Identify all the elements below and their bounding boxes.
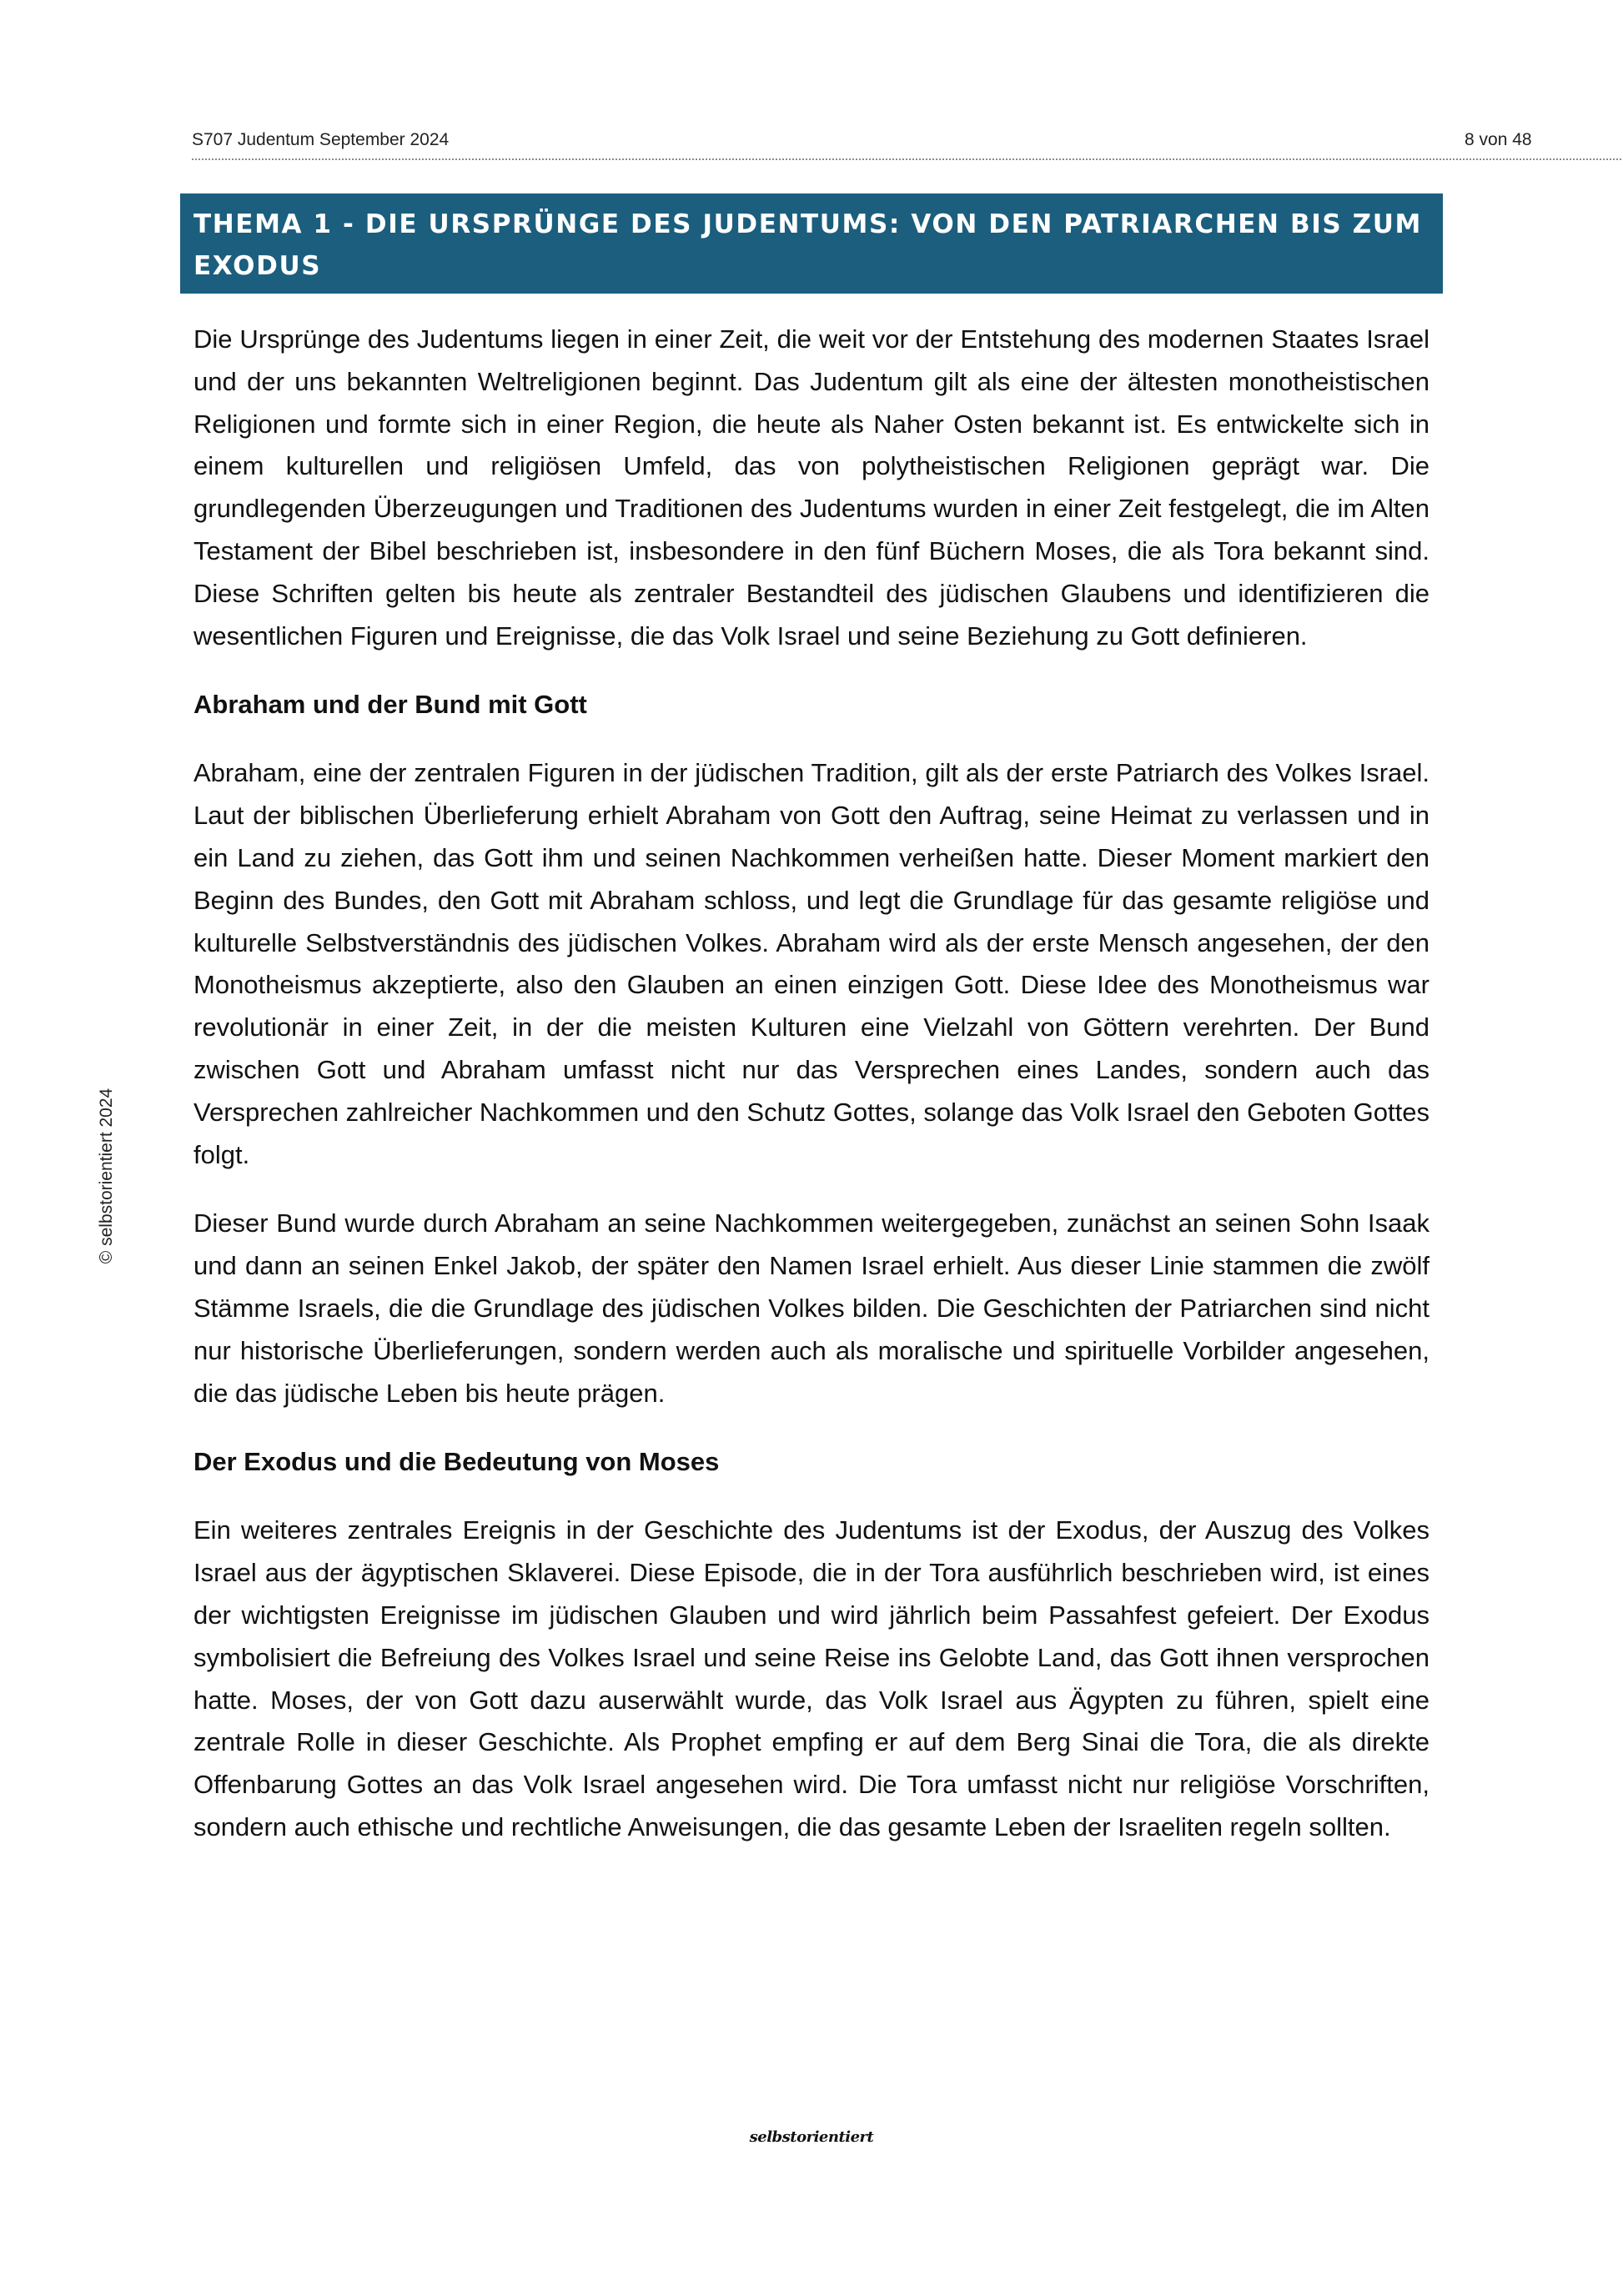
copyright-side-note: © selbstorientiert 2024 [97, 1088, 116, 1264]
abraham-paragraph-1: Abraham, eine der zentralen Figuren in der jüdischen Tradition, gilt als der erste Patriarch des Volkes Israel. Laut der biblischen Überlieferung erhielt Abraham von Gott den Auftrag, seine Heimat zu verlassen und in ein Land zu ziehen, das Gott ihm und seinen Nachkommen verheißen hatte. Dieser Moment markiert den Beginn des Bundes, den Gott mit Abraham schloss, und legt die Grundlage für das gesamte religiöse und kulturelle Selbstverständnis des jüdischen Volkes. Abraham wird als der erste Mensch angesehen, der den Monotheismus akzeptierte, also den Glauben an einen einzigen Gott. Diese Idee des Monotheismus war revolutionär in einer Zeit, in der die meisten Kulturen eine Vielzahl von Göttern verehrten. Der Bund zwischen Gott und Abraham umfasst nicht nur das Versprechen eines Landes, sondern auch das Versprechen zahlreicher Nachkommen und den Schutz Gottes, solange das Volk Israel den Geboten Gottes folgt. [193, 758, 1430, 1169]
page-header [192, 127, 1623, 160]
exodus-paragraph: Ein weiteres zentrales Ereignis in der Geschichte des Judentums ist der Exodus, der Auszug des Volkes Israel aus der ägyptischen Sklaverei. Diese Episode, die in der Tora ausführlich beschrieben wird, ist eines der wichtigsten Ereignisse im jüdischen Glauben und wird jährlich beim Passahfest gefeiert. Der Exodus symbolisiert die Befreiung des Volkes Israel und seine Reise ins Gelobte Land, das Gott ihnen versprochen hatte. Moses, der von Gott dazu auserwählt wurde, das Volk Israel aus Ägypten zu führen, spielt eine zentrale Rolle in dieser Geschichte. Als Prophet empfing er auf dem Berg Sinai die Tora, die als direkte Offenbarung Gottes an das Volk Israel angesehen wird. Die Tora umfasst nicht nur religiöse Vorschriften, sondern auch ethische und rechtliche Anweisungen, die das gesamte Leben der Israeliten regeln sollten. [193, 1515, 1430, 1841]
theme-heading-banner: THEMA 1 - DIE URSPRÜNGE DES JUDENTUMS: VON DEN PATRIARCHEN BIS ZUM EXODUS [180, 193, 1443, 294]
intro-paragraph: Die Ursprünge des Judentums liegen in einer Zeit, die weit vor der Entstehung des modernen Staates Israel und der uns bekannten Weltreligionen beginnt. Das Judentum gilt als eine der ältesten monotheistischen Religionen und formte sich in einer Region, die heute als Naher Osten bekannt ist. Es entwickelte sich in einem kulturellen und religiösen Umfeld, das von polytheistischen Religionen geprägt war. Die grundlegenden Überzeugungen und Traditionen des Judentums wurden in einer Zeit festgelegt, die im Alten Testament der Bibel beschrieben ist, insbesondere in den fünf Büchern Moses, die als Tora bekannt sind. Diese Schriften gelten bis heute als zentraler Bestandteil des jüdischen Glaubens und identifizieren die wesentlichen Figuren und Ereignisse, die das Volk Israel und seine Beziehung zu Gott definieren. [193, 324, 1430, 651]
main-content [193, 319, 1430, 1876]
footer-logo: selbstorientiert [749, 2128, 874, 2146]
section-heading-exodus: Der Exodus und die Bedeutung von Moses [193, 1447, 720, 1477]
page-number: 8 von 48 [1465, 130, 1532, 149]
section-heading-abraham: Abraham und der Bund mit Gott [193, 690, 587, 720]
document-title: S707 Judentum September 2024 [192, 130, 450, 149]
abraham-paragraph-2: Dieser Bund wurde durch Abraham an seine Nachkommen weitergegeben, zunächst an seinen Sohn Isaak und dann an seinen Enkel Jakob, der später den Namen Israel erhielt. Aus dieser Linie stammen die zwölf Stämme Israels, die die Grundlage des jüdischen Volkes bilden. Die Geschichten der Patriarchen sind nicht nur historische Überlieferungen, sondern werden auch als moralische und spirituelle Vorbilder angesehen, die das jüdische Leben bis heute prägen. [193, 1208, 1430, 1408]
